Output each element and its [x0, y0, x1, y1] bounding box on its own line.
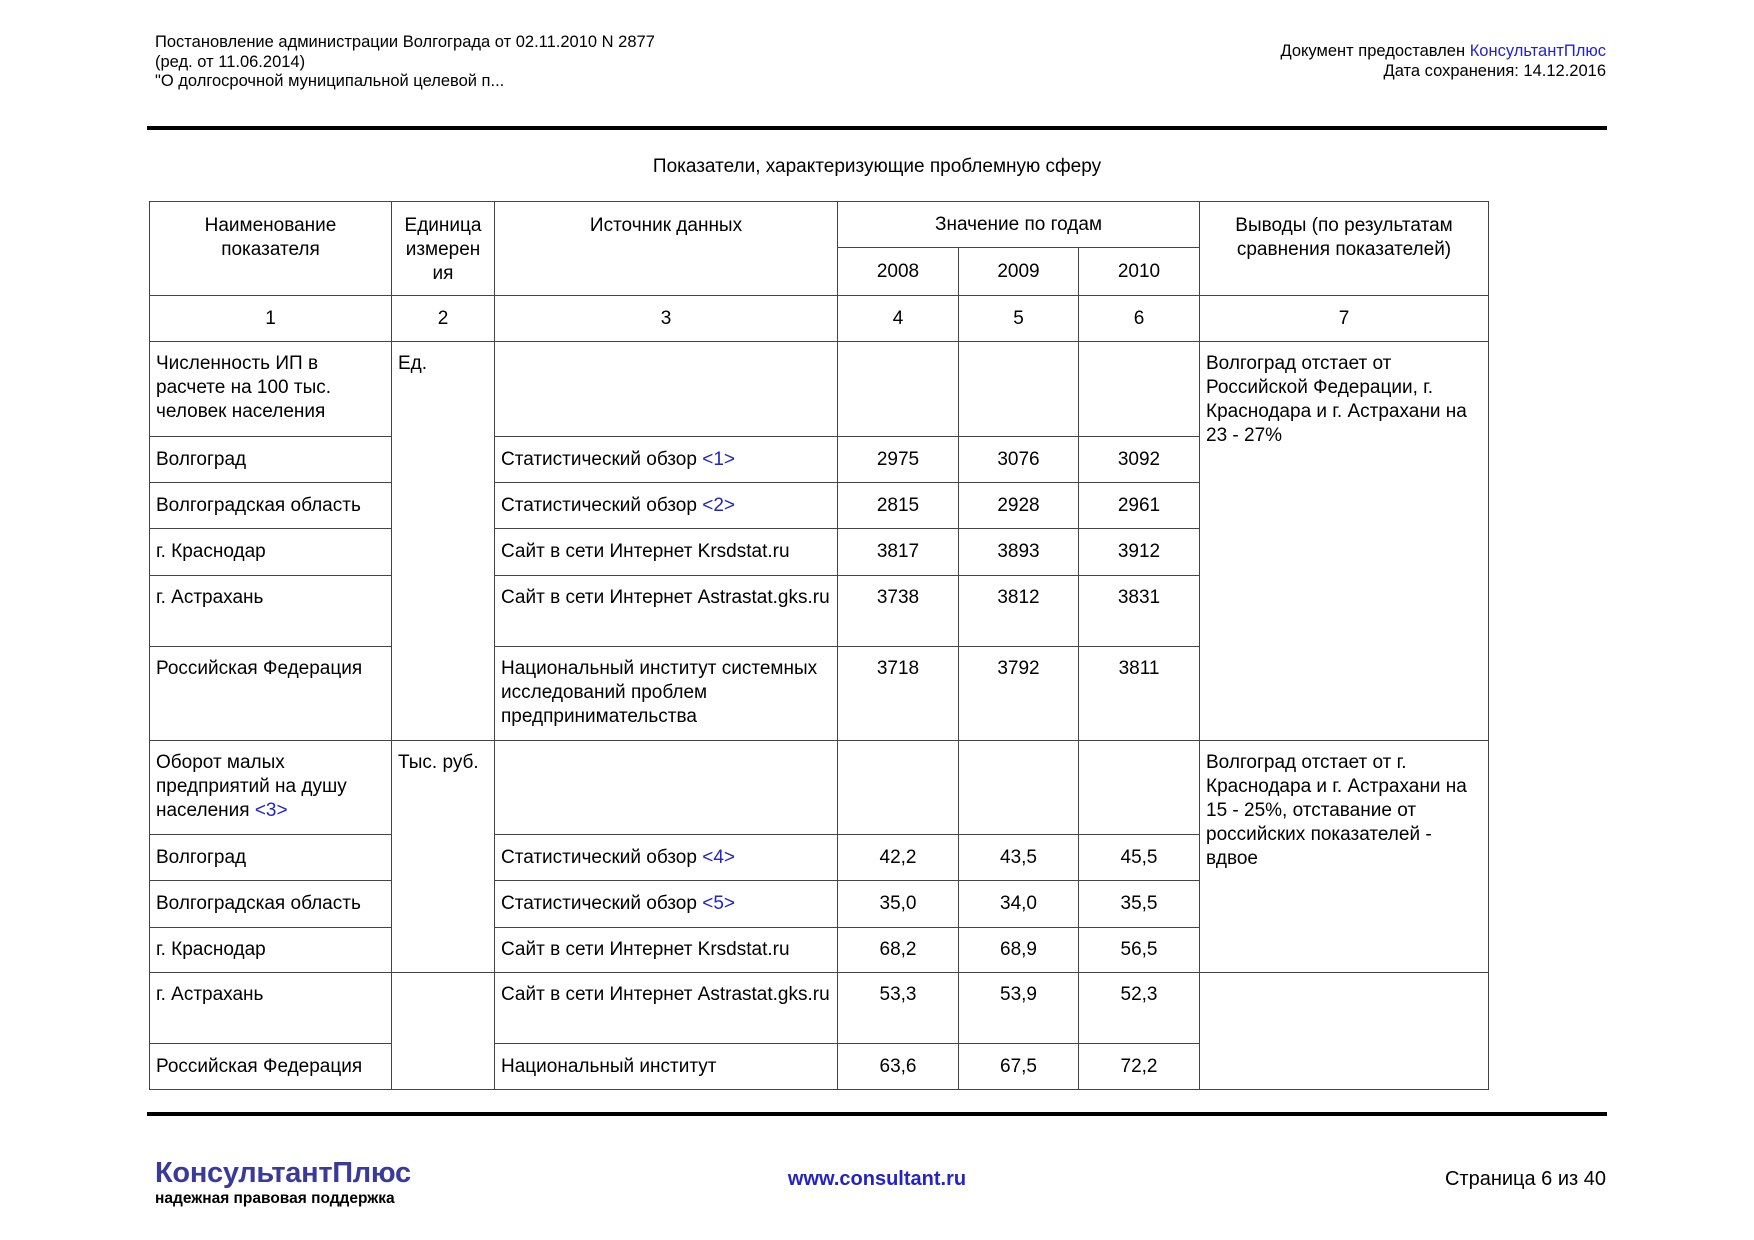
source-cell [495, 342, 838, 437]
document-header-left [155, 33, 655, 92]
column-number: 3 [495, 296, 838, 342]
value-2008: 53,3 [838, 973, 959, 1044]
source-cell: Статистический обзор <4> [495, 835, 838, 881]
source-cell: Национальный институт системных исследований проблем предпринимательства [495, 647, 838, 741]
footer-tagline: надежная правовая поддержка [155, 1190, 395, 1207]
indicator-unit: Тыс. руб. [392, 741, 495, 973]
indicators-table [149, 201, 1489, 1090]
column-number: 2 [392, 296, 495, 342]
header-unit: Единица измерен ия [392, 202, 495, 296]
conclusion: Волгоград отстает от Российской Федерации, г. Краснодара и г. Астрахани на 23 - 27% [1200, 342, 1489, 741]
consultant-link[interactable]: КонсультантПлюс [1469, 42, 1606, 60]
column-number: 5 [959, 296, 1079, 342]
value-2010: 3831 [1079, 576, 1200, 647]
footer-brand-logo: КонсультантПлюс [155, 1157, 411, 1189]
source-cell: Сайт в сети Интернет Astrastat.gks.ru [495, 973, 838, 1044]
header-name: Наименование показателя [150, 202, 392, 296]
unit-cell-empty [392, 973, 495, 1090]
region-name: Волгоград [150, 835, 392, 881]
value-2009: 3076 [959, 437, 1079, 483]
table-row [150, 973, 1489, 1044]
region-name: г. Краснодар [150, 928, 392, 973]
value-2008: 68,2 [838, 928, 959, 973]
column-number: 4 [838, 296, 959, 342]
region-name: Волгоград [150, 437, 392, 483]
value-2010: 3811 [1079, 647, 1200, 741]
value-cell [1079, 342, 1200, 437]
source-cell: Статистический обзор <2> [495, 483, 838, 529]
region-name: г. Астрахань [150, 576, 392, 647]
indicator-name: Оборот малых предприятий на душу населения <3> [150, 741, 392, 835]
value-2009: 43,5 [959, 835, 1079, 881]
value-cell [838, 342, 959, 437]
document-header-right [1280, 42, 1606, 81]
value-2009: 34,0 [959, 881, 1079, 928]
header-year-2008: 2008 [838, 248, 959, 296]
source-cell: Статистический обзор <5> [495, 881, 838, 928]
value-2008: 35,0 [838, 881, 959, 928]
document-title-line-1: Постановление администрации Волгограда от 02.11.2010 N 2877 [155, 33, 655, 51]
saved-date: Дата сохранения: 14.12.2016 [1383, 61, 1606, 80]
source-cell: Сайт в сети Интернет Astrastat.gks.ru [495, 576, 838, 647]
value-2010: 35,5 [1079, 881, 1200, 928]
value-2009: 3792 [959, 647, 1079, 741]
value-2008: 63,6 [838, 1044, 959, 1090]
value-2008: 3817 [838, 529, 959, 576]
indicator-name: Численность ИП в расчете на 100 тыс. человек населения [150, 342, 392, 437]
footnote-link[interactable]: <1> [702, 448, 735, 470]
region-name: Российская Федерация [150, 1044, 392, 1090]
value-2010: 72,2 [1079, 1044, 1200, 1090]
column-number: 7 [1200, 296, 1489, 342]
source-cell: Сайт в сети Интернет Krsdstat.ru [495, 529, 838, 576]
source-cell: Статистический обзор <1> [495, 437, 838, 483]
value-2009: 3812 [959, 576, 1079, 647]
value-2010: 45,5 [1079, 835, 1200, 881]
value-2009: 68,9 [959, 928, 1079, 973]
region-name: г. Краснодар [150, 529, 392, 576]
header-divider [147, 126, 1607, 130]
value-2010: 52,3 [1079, 973, 1200, 1044]
value-2008: 3718 [838, 647, 959, 741]
header-source: Источник данных [495, 202, 838, 296]
source-cell: Сайт в сети Интернет Krsdstat.ru [495, 928, 838, 973]
header-year-2010: 2010 [1079, 248, 1200, 296]
region-name: Российская Федерация [150, 647, 392, 741]
footnote-link[interactable]: <4> [702, 846, 735, 868]
column-number: 6 [1079, 296, 1200, 342]
header-conclusions: Выводы (по результатам сравнения показателей) [1200, 202, 1489, 296]
value-2009: 67,5 [959, 1044, 1079, 1090]
column-number: 1 [150, 296, 392, 342]
conclusion: Волгоград отстает от г. Краснодара и г. Астрахани на 15 - 25%, отставание от российских показателей - вдвое [1200, 741, 1489, 973]
value-cell [838, 741, 959, 835]
document-title-line-3: "О долгосрочной муниципальной целевой п... [155, 72, 505, 90]
conclusion-empty [1200, 973, 1489, 1090]
value-2010: 3912 [1079, 529, 1200, 576]
value-2008: 2815 [838, 483, 959, 529]
header-year-2009: 2009 [959, 248, 1079, 296]
value-2009: 3893 [959, 529, 1079, 576]
source-cell: Национальный институт [495, 1044, 838, 1090]
region-name: Волгоградская область [150, 881, 392, 928]
footer-url-link: www.consultant.ru [787, 1168, 967, 1190]
value-2010: 3092 [1079, 437, 1200, 483]
footer-divider [147, 1112, 1607, 1116]
footnote-link[interactable]: <3> [254, 800, 288, 821]
table-title: Показатели, характеризующие проблемную сферу [652, 156, 1102, 177]
value-2010: 2961 [1079, 483, 1200, 529]
value-cell [959, 342, 1079, 437]
region-name: г. Астрахань [150, 973, 392, 1044]
value-2008: 42,2 [838, 835, 959, 881]
provided-by: Документ предоставлен КонсультантПлюс [1280, 42, 1606, 60]
region-name: Волгоградская область [150, 483, 392, 529]
header-years-group: Значение по годам [838, 202, 1200, 248]
value-cell [959, 741, 1079, 835]
document-title-line-2: (ред. от 11.06.2014) [155, 52, 306, 71]
value-2008: 2975 [838, 437, 959, 483]
value-2009: 2928 [959, 483, 1079, 529]
indicator-unit: Ед. [392, 342, 495, 741]
footnote-link[interactable]: <5> [702, 893, 735, 914]
value-2008: 3738 [838, 576, 959, 647]
source-cell [495, 741, 838, 835]
value-2010: 56,5 [1079, 928, 1200, 973]
footnote-link[interactable]: <2> [702, 494, 735, 516]
page-counter: Страница 6 из 40 [1444, 1168, 1606, 1190]
value-2009: 53,9 [959, 973, 1079, 1044]
value-cell [1079, 741, 1200, 835]
